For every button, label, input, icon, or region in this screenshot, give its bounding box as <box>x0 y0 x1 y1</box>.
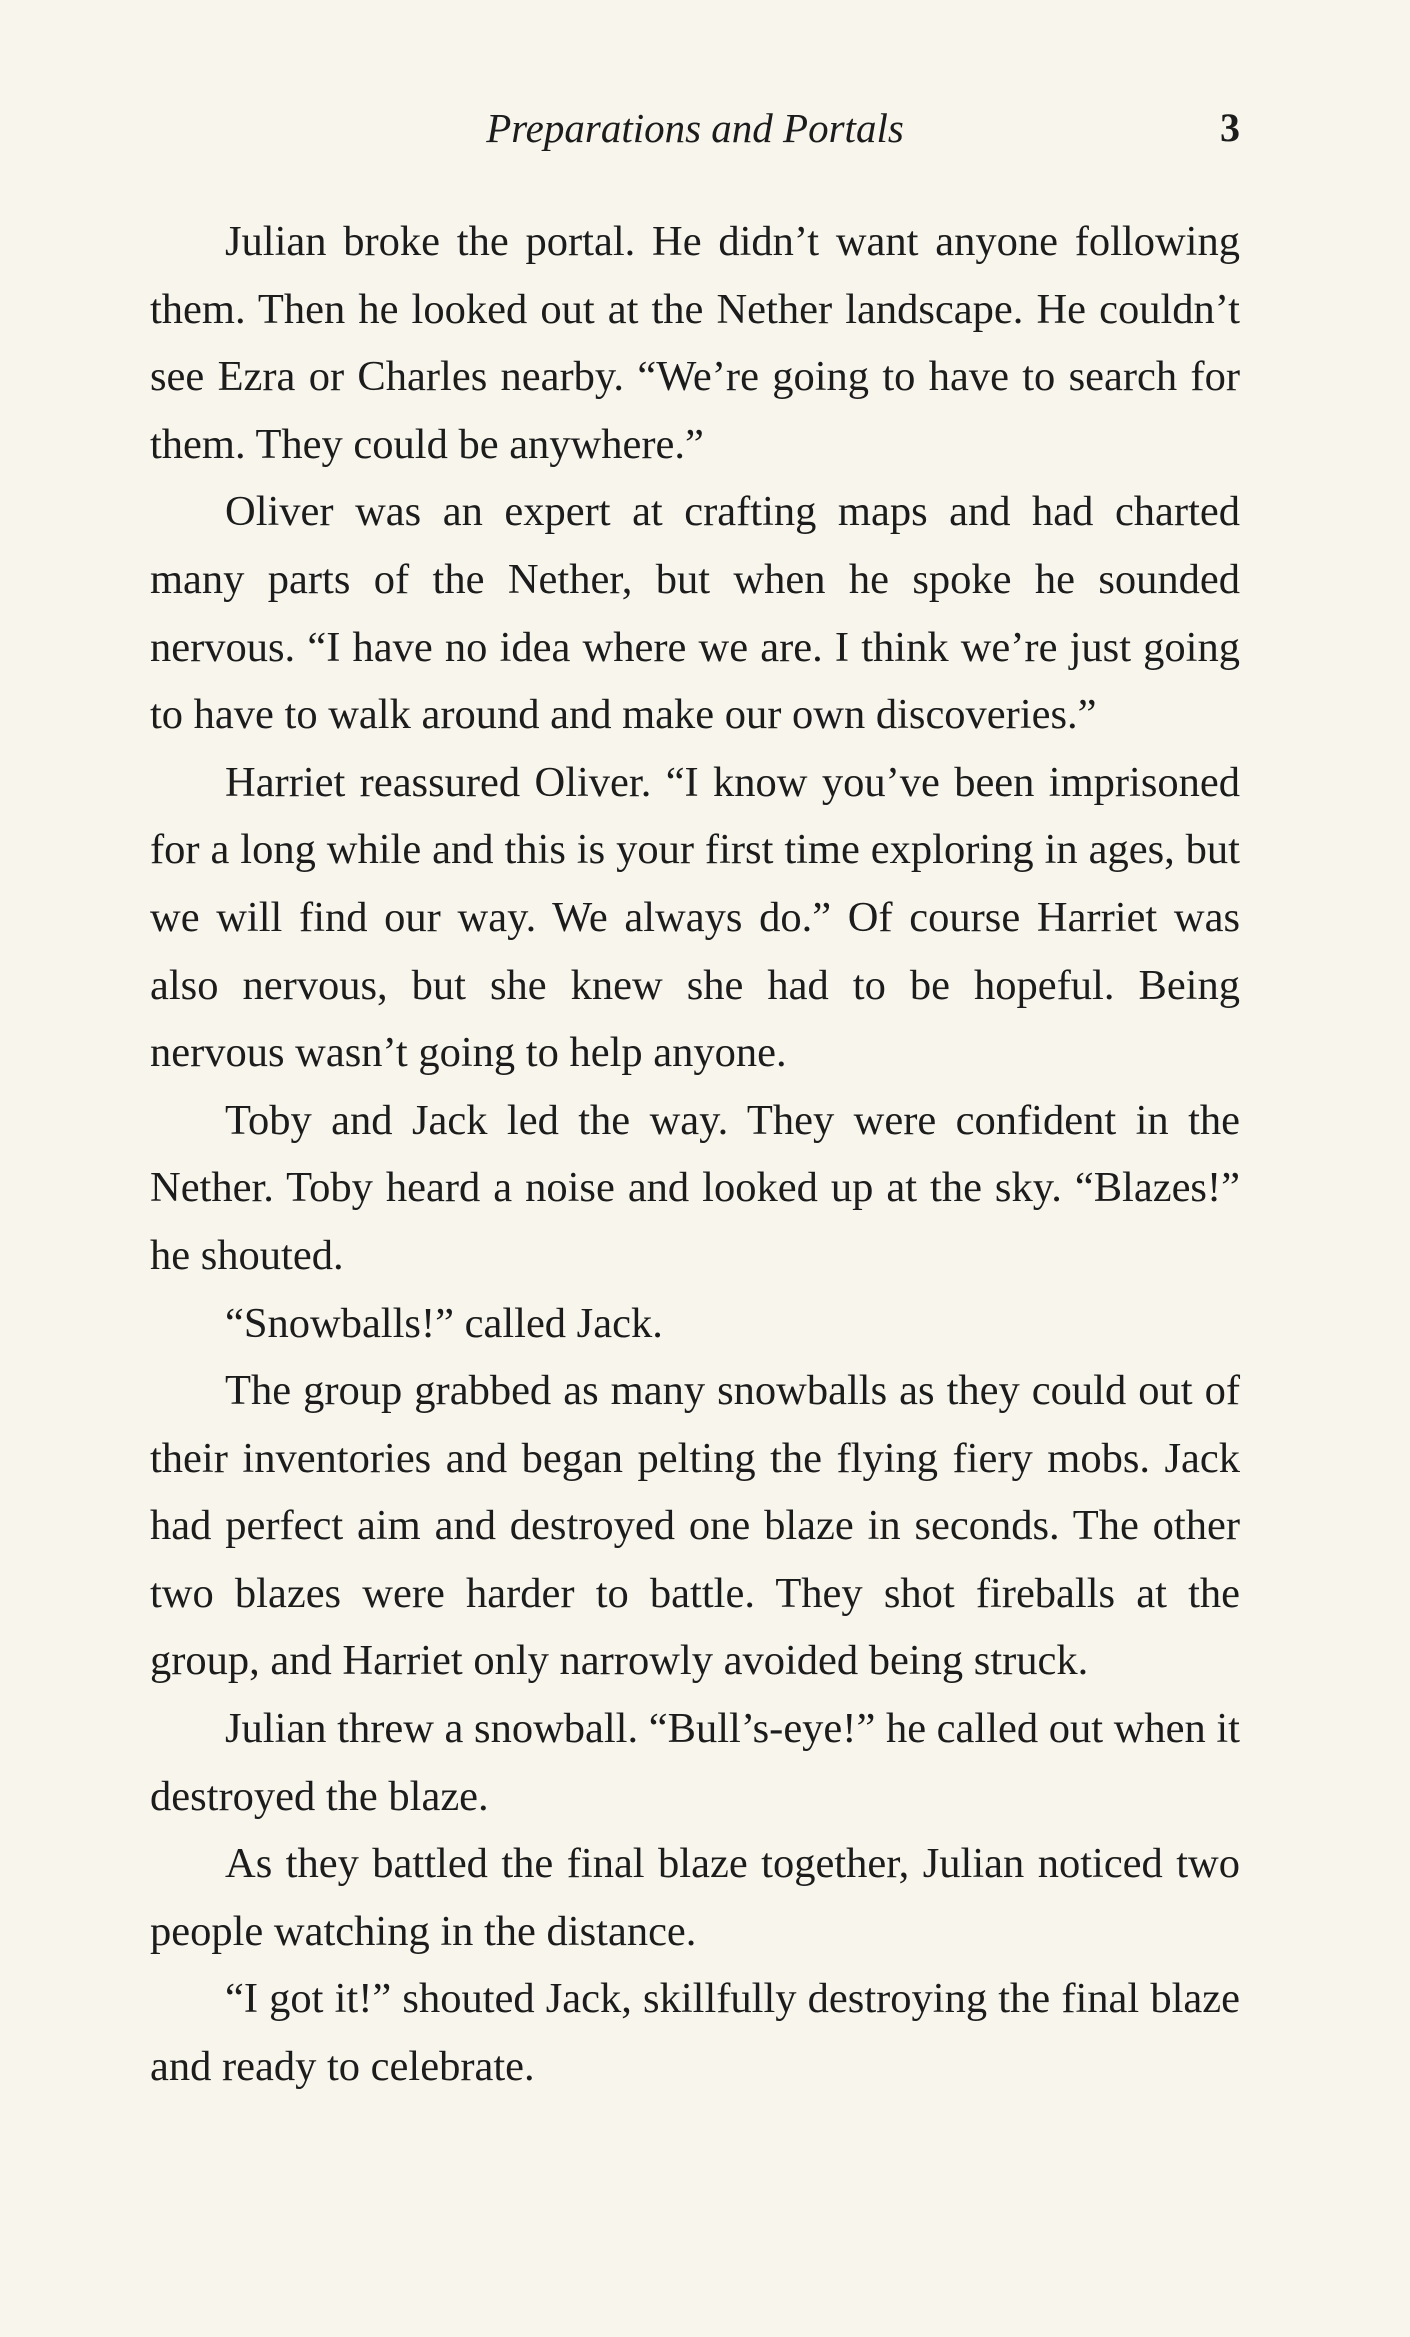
running-head <box>150 98 1240 158</box>
paragraph: The group grabbed as many snowballs as they could out of their inventories and began pelting the flying fiery mobs. Jack had perfect aim and destroyed one blaze in seconds. The other two blazes were harder to battle. They shot fireballs at the group, and Harriet only narrowly avoided being struck. <box>150 1367 1240 1685</box>
paragraph: Oliver was an expert at crafting maps and had charted many parts of the Nether, but when he spoke he sounded nervous. “I have no idea where we are. I think we’re just going to have to walk around and make our own discoveries.” <box>150 488 1240 739</box>
paragraph: As they battled the final blaze together, Julian noticed two people watching in the distance. <box>150 1840 1240 1955</box>
paragraph: Julian broke the portal. He didn’t want anyone following them. Then he looked out at the Nether landscape. He couldn’t see Ezra or Charles nearby. “We’re going to have to search for them. They could be anywhere.” <box>150 218 1240 468</box>
paragraph: Julian threw a snowball. “Bull’s-eye!” he called out when it destroyed the blaze. <box>150 1705 1240 1820</box>
chapter-title: Preparations and Portals <box>486 105 904 151</box>
body-text <box>150 208 1240 2101</box>
paragraph: “I got it!” shouted Jack, skillfully destroying the final blaze and ready to celebrate. <box>150 1975 1240 2091</box>
page-number: 3 <box>1220 105 1240 150</box>
paragraph: Harriet reassured Oliver. “I know you’ve been imprisoned for a long while and this is your first time exploring in ages, but we will find our way. We always do.” Of course Harriet was also nervous, but she knew she had to be hopeful. Being nervous wasn’t going to help anyone. <box>150 758 1240 1077</box>
paragraph: “Snowballs!” called Jack. <box>225 1299 663 1347</box>
paragraph: Toby and Jack led the way. They were confident in the Nether. Toby heard a noise and looked up at the sky. “Blazes!” he shouted. <box>150 1096 1240 1279</box>
